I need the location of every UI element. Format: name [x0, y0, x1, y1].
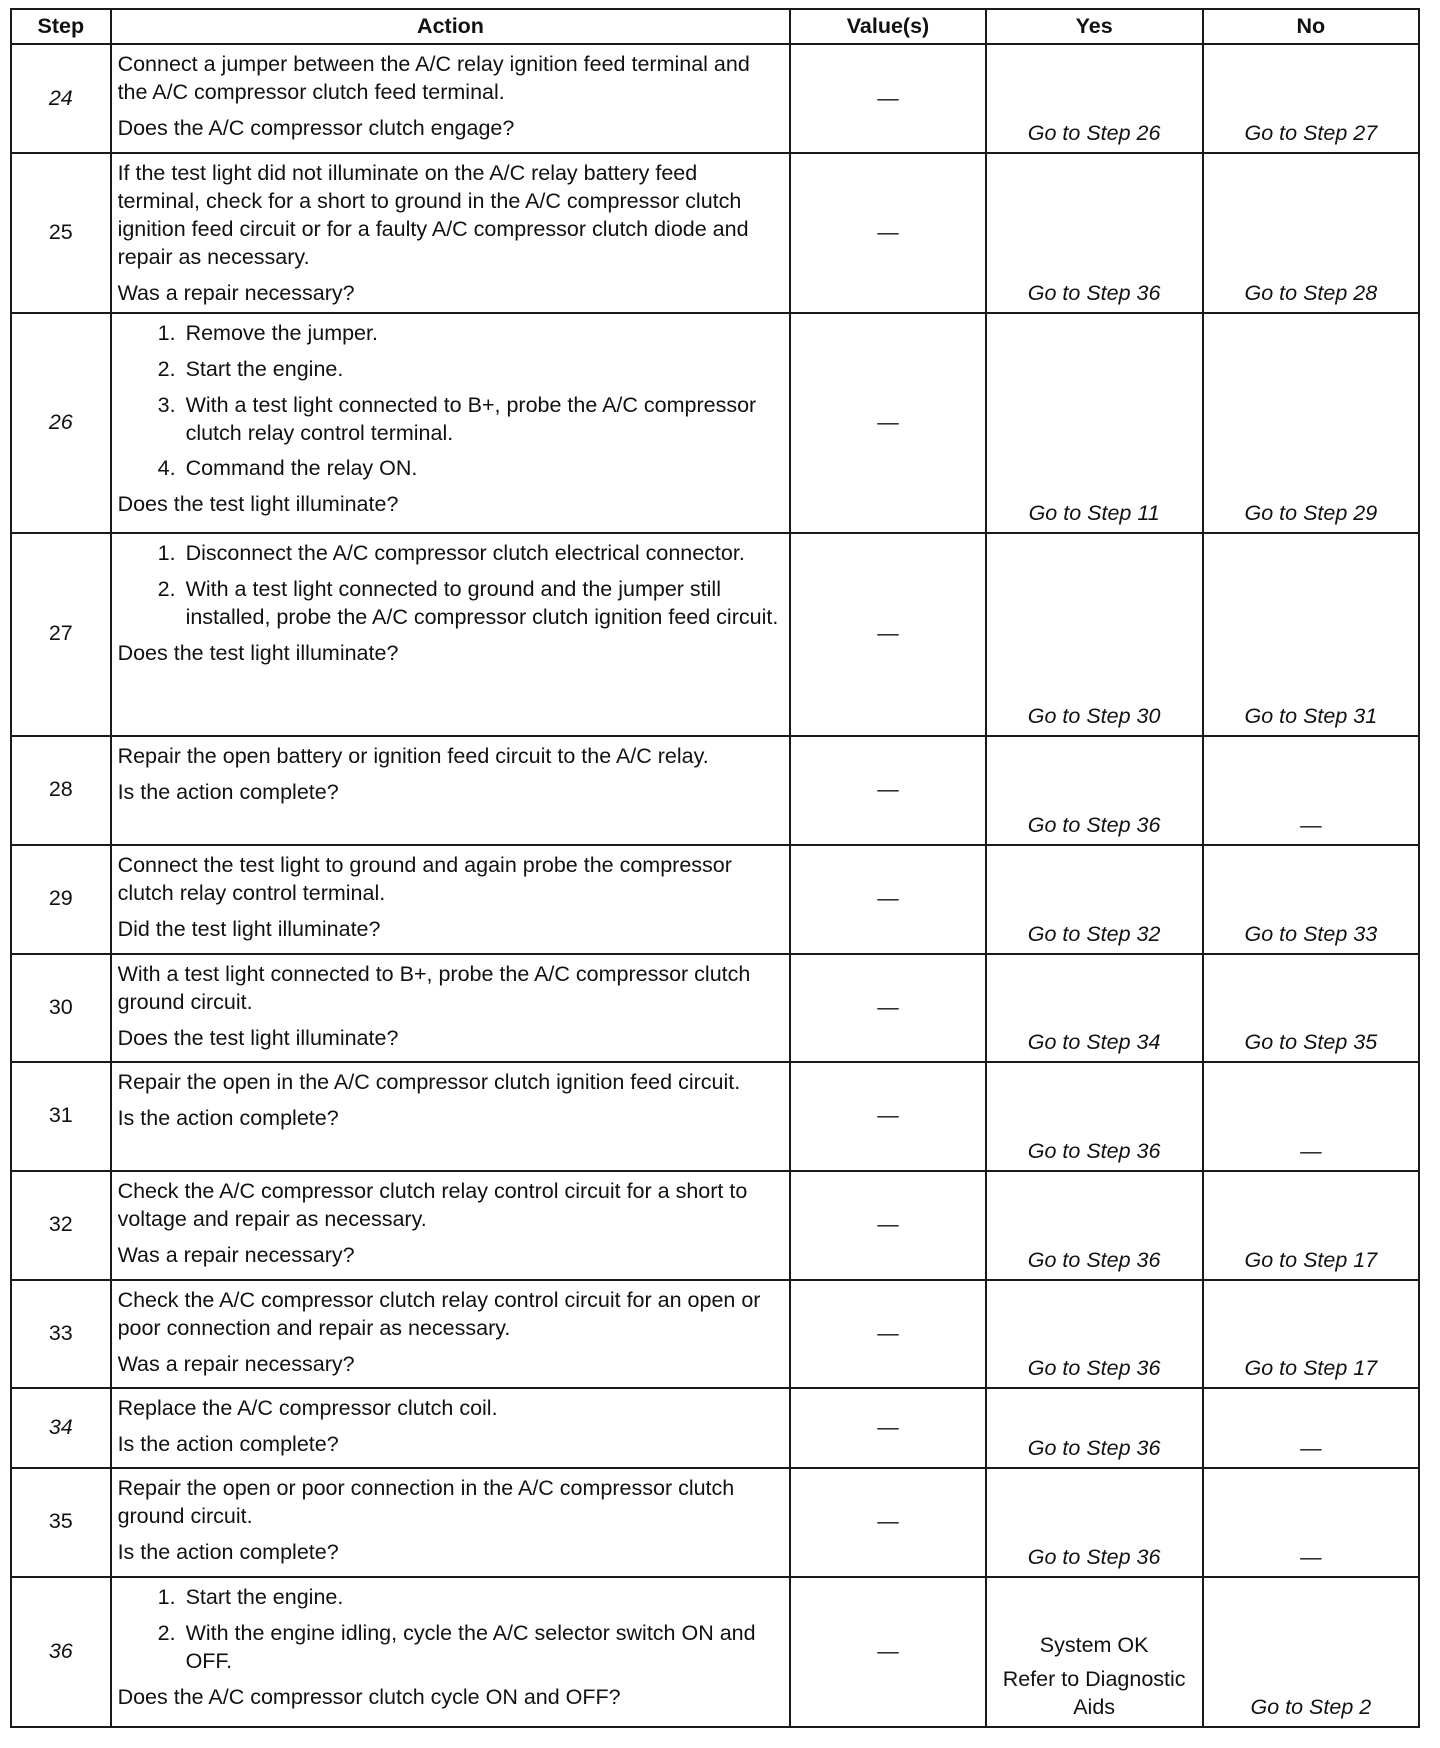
- action-question: Is the action complete?: [117, 1105, 339, 1130]
- value-cell: —: [790, 1468, 985, 1577]
- step-number: 24: [11, 44, 111, 153]
- action-cell: [111, 153, 791, 313]
- action-cell: [111, 1468, 791, 1577]
- table-header-row: [11, 9, 1419, 44]
- value-cell: —: [790, 1171, 985, 1280]
- action-step-item: 4. Command the relay ON.: [182, 455, 784, 483]
- header-yes: Yes: [986, 9, 1203, 44]
- no-cell: —: [1203, 736, 1419, 845]
- no-cell: Go to Step 29: [1203, 313, 1419, 533]
- action-text: If the test light did not illuminate on the A/C relay battery feed terminal, check for a short to ground in the A/C compressor clutch ignition feed circuit or for a faulty A/C compressor clutch diode and repair as necessary.: [117, 161, 749, 269]
- no-cell: —: [1203, 1062, 1419, 1171]
- yes-cell: Go to Step 32: [986, 845, 1203, 954]
- action-text: Connect the test light to ground and again probe the compressor clutch relay control terminal.: [117, 852, 732, 905]
- header-action: Action: [111, 9, 791, 44]
- action-text: Repair the open or poor connection in the A/C compressor clutch ground circuit.: [117, 1475, 735, 1528]
- table-row: [11, 44, 1419, 153]
- yes-cell: Go to Step 36: [986, 1171, 1203, 1280]
- action-step-item: 2. Start the engine.: [182, 356, 784, 384]
- action-cell: [111, 1388, 791, 1468]
- action-cell: [111, 736, 791, 845]
- step-number: 27: [11, 533, 111, 736]
- table-row: [11, 313, 1419, 533]
- action-step-item: 2. With the engine idling, cycle the A/C selector switch ON and OFF.: [182, 1620, 784, 1676]
- table-row: [11, 845, 1419, 954]
- no-cell: Go to Step 27: [1203, 44, 1419, 153]
- action-cell: [111, 1280, 791, 1388]
- action-cell: [111, 954, 791, 1062]
- table-row: [11, 954, 1419, 1062]
- value-cell: —: [790, 1280, 985, 1388]
- table-row: [11, 1280, 1419, 1388]
- action-question: Did the test light illuminate?: [117, 916, 381, 941]
- yes-cell: Go to Step 36: [986, 153, 1203, 313]
- action-question: Does the test light illuminate?: [117, 1025, 399, 1050]
- action-question: Does the A/C compressor clutch engage?: [117, 115, 515, 140]
- action-question: Is the action complete?: [117, 1539, 339, 1564]
- action-text: Repair the open battery or ignition feed circuit to the A/C relay.: [117, 743, 709, 768]
- table-row: [11, 1171, 1419, 1280]
- action-question: Is the action complete?: [117, 779, 339, 804]
- no-cell: Go to Step 31: [1203, 533, 1419, 736]
- table-row: [11, 1388, 1419, 1468]
- action-cell: [111, 1062, 791, 1171]
- step-number: 36: [11, 1577, 111, 1727]
- value-cell: —: [790, 313, 985, 533]
- no-cell: Go to Step 2: [1203, 1577, 1419, 1727]
- action-question: Was a repair necessary?: [117, 1351, 355, 1376]
- table-row: [11, 1062, 1419, 1171]
- step-number: 31: [11, 1062, 111, 1171]
- action-text: Repair the open in the A/C compressor clutch ignition feed circuit.: [117, 1069, 741, 1094]
- step-number: 34: [11, 1388, 111, 1468]
- yes-cell: Go to Step 36: [986, 736, 1203, 845]
- action-question: Is the action complete?: [117, 1431, 339, 1456]
- header-values: Value(s): [790, 9, 985, 44]
- table-row: [11, 736, 1419, 845]
- yes-system-ok: System OK: [1039, 1632, 1149, 1657]
- yes-cell: Go to Step 36: [986, 1388, 1203, 1468]
- action-text: With a test light connected to B+, probe the A/C compressor clutch ground circuit.: [117, 961, 751, 1014]
- header-step: Step: [11, 9, 111, 44]
- yes-cell: Go to Step 26: [986, 44, 1203, 153]
- step-number: 32: [11, 1171, 111, 1280]
- table-row: [11, 153, 1419, 313]
- action-step-item: 2. With a test light connected to ground and the jumper still installed, probe the A/C compressor clutch ignition feed circuit.: [182, 576, 784, 632]
- no-cell: —: [1203, 1468, 1419, 1577]
- yes-refer-diagnostic-aids: Refer to Diagnostic Aids: [1002, 1666, 1186, 1719]
- value-cell: —: [790, 1577, 985, 1727]
- no-cell: Go to Step 17: [1203, 1171, 1419, 1280]
- action-cell: [111, 1577, 791, 1727]
- action-step-item: 1. Remove the jumper.: [182, 320, 784, 348]
- action-steps: [118, 320, 784, 484]
- action-step-item: 1. Start the engine.: [182, 1584, 784, 1612]
- no-cell: Go to Step 35: [1203, 954, 1419, 1062]
- action-steps: [118, 1584, 784, 1676]
- value-cell: —: [790, 153, 985, 313]
- step-number: 28: [11, 736, 111, 845]
- yes-cell: Go to Step 34: [986, 954, 1203, 1062]
- action-question: Does the test light illuminate?: [117, 492, 399, 517]
- value-cell: —: [790, 845, 985, 954]
- step-number: 35: [11, 1468, 111, 1577]
- yes-cell: Go to Step 11: [986, 313, 1203, 533]
- action-question: Was a repair necessary?: [117, 1242, 355, 1267]
- table-row: [11, 533, 1419, 736]
- no-cell: —: [1203, 1388, 1419, 1468]
- step-number: 30: [11, 954, 111, 1062]
- action-text: Check the A/C compressor clutch relay control circuit for a short to voltage and repair as necessary.: [117, 1178, 748, 1231]
- yes-cell: Go to Step 30: [986, 533, 1203, 736]
- value-cell: —: [790, 533, 985, 736]
- action-cell: [111, 44, 791, 153]
- action-cell: [111, 845, 791, 954]
- action-text: Check the A/C compressor clutch relay control circuit for an open or poor connection and repair as necessary.: [117, 1287, 761, 1340]
- action-step-item: 1. Disconnect the A/C compressor clutch electrical connector.: [182, 540, 784, 568]
- step-number: 29: [11, 845, 111, 954]
- action-cell: [111, 313, 791, 533]
- step-number: 25: [11, 153, 111, 313]
- no-cell: Go to Step 33: [1203, 845, 1419, 954]
- table-row: [11, 1577, 1419, 1727]
- action-question: Does the A/C compressor clutch cycle ON and OFF?: [117, 1684, 621, 1709]
- yes-cell: Go to Step 36: [986, 1280, 1203, 1388]
- yes-cell: [986, 1577, 1203, 1727]
- no-cell: Go to Step 17: [1203, 1280, 1419, 1388]
- yes-cell: Go to Step 36: [986, 1468, 1203, 1577]
- value-cell: —: [790, 954, 985, 1062]
- yes-cell: Go to Step 36: [986, 1062, 1203, 1171]
- action-question: Was a repair necessary?: [117, 280, 355, 305]
- value-cell: —: [790, 736, 985, 845]
- action-cell: [111, 533, 791, 736]
- action-cell: [111, 1171, 791, 1280]
- action-text: Connect a jumper between the A/C relay ignition feed terminal and the A/C compressor clutch feed terminal.: [117, 52, 750, 104]
- value-cell: —: [790, 44, 985, 153]
- action-text: Replace the A/C compressor clutch coil.: [117, 1395, 498, 1420]
- diagnostic-table: [10, 8, 1420, 1728]
- step-number: 33: [11, 1280, 111, 1388]
- table-row: [11, 1468, 1419, 1577]
- value-cell: —: [790, 1062, 985, 1171]
- action-step-item: 3. With a test light connected to B+, probe the A/C compressor clutch relay control terminal.: [182, 392, 784, 448]
- value-cell: —: [790, 1388, 985, 1468]
- no-cell: Go to Step 28: [1203, 153, 1419, 313]
- action-question: Does the test light illuminate?: [117, 640, 399, 665]
- step-number: 26: [11, 313, 111, 533]
- action-steps: [118, 540, 784, 632]
- header-no: No: [1203, 9, 1419, 44]
